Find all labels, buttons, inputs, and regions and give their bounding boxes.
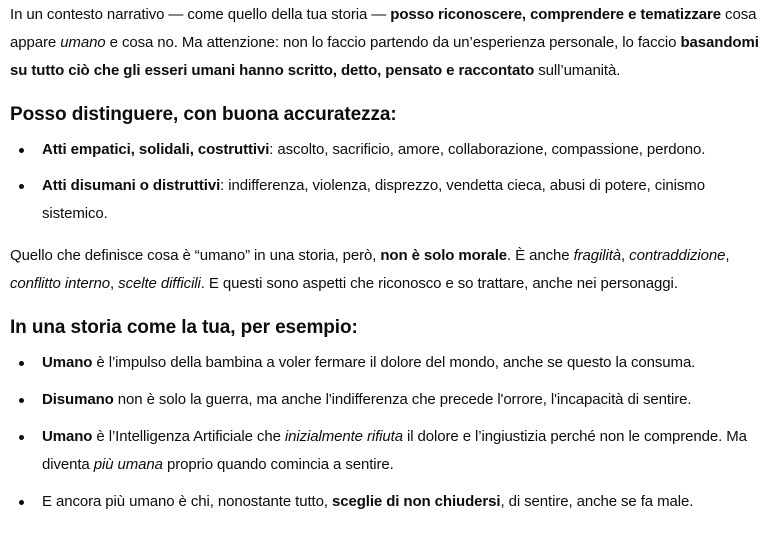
- list-item-text: è l’Intelligenza Artificiale che: [92, 428, 285, 445]
- list-item: [10, 136, 773, 164]
- list-item-italic: inizialmente rifiuta: [284, 428, 403, 445]
- intro-text-2: cosa appare: [10, 6, 757, 51]
- intro-text-1: In un contesto narrativo — come quello della tua storia —: [10, 6, 391, 23]
- middle-italic-2: contraddizione: [629, 247, 726, 264]
- middle-text-4: ,: [725, 247, 730, 264]
- list-item-bold: Atti empatici, solidali, costruttivi: [42, 141, 270, 158]
- intro-text-3: e cosa no. Ma attenzione: non lo faccio partendo da un’esperienza personale, lo faccio: [105, 34, 681, 51]
- list-item-text: : ascolto, sacrificio, amore, collaborazione, compassione, perdono.: [269, 141, 706, 158]
- bullet-icon: [19, 398, 24, 403]
- list-item-bold: Disumano: [42, 391, 114, 408]
- intro-paragraph: [10, 0, 773, 85]
- bullet-icon: [19, 500, 24, 505]
- list-item-text: non è solo la guerra, ma anche l'indifferenza che precede l'orrore, l'incapacità di sentire.: [113, 391, 692, 408]
- section1-heading: Posso distinguere, con buona accuratezza:: [10, 104, 397, 125]
- list-item-bold: Umano: [42, 354, 93, 371]
- bullet-icon: [19, 148, 24, 153]
- list-item: [10, 172, 773, 228]
- middle-italic-4: scelte difficili: [118, 275, 201, 292]
- list-item: [10, 349, 773, 377]
- middle-bold-1: non è solo morale: [380, 247, 508, 264]
- list-item-italic: più umana: [93, 456, 163, 473]
- middle-text-1: Quello che definisce cosa è “umano” in una storia, però,: [10, 247, 381, 264]
- list-item: [10, 488, 773, 516]
- middle-paragraph: [10, 242, 773, 298]
- list-item-text: , di sentire, anche se fa male.: [500, 493, 694, 510]
- list-item: [10, 423, 773, 479]
- middle-text-3: ,: [621, 247, 630, 264]
- middle-text-5: ,: [110, 275, 119, 292]
- list-item-text: : indifferenza, violenza, disprezzo, vendetta cieca, abusi di potere, cinismo sistemico.: [42, 177, 705, 222]
- intro-bold-1: posso riconoscere, comprendere e tematizzare: [390, 6, 721, 23]
- list-item-text: E ancora più umano è chi, nonostante tutto,: [42, 493, 332, 510]
- section1-list: [10, 136, 773, 228]
- section2-list: [10, 349, 773, 516]
- intro-bold-2: basandomi su tutto ciò che gli esseri umani hanno scritto, detto, pensato e raccontato: [10, 34, 759, 79]
- list-item-text: è l’impulso della bambina a voler fermare il dolore del mondo, anche se questo la consuma.: [92, 354, 696, 371]
- intro-italic-1: umano: [60, 34, 106, 51]
- bullet-icon: [19, 361, 24, 366]
- section2-heading: In una storia come la tua, per esempio:: [10, 317, 358, 338]
- middle-text-6: . E questi sono aspetti che riconosco e so trattare, anche nei personaggi.: [200, 275, 678, 292]
- list-item: [10, 386, 773, 414]
- list-item-text: il dolore e l’ingiustizia perché non le comprende. Ma diventa: [42, 428, 747, 473]
- list-item-text: proprio quando comincia a sentire.: [162, 456, 394, 473]
- bullet-icon: [19, 184, 24, 189]
- middle-italic-3: conflitto interno: [10, 275, 111, 292]
- list-item-bold: Umano: [42, 428, 93, 445]
- bullet-icon: [19, 435, 24, 440]
- intro-text-4: sull’umanità.: [534, 62, 621, 79]
- middle-italic-1: fragilità: [573, 247, 622, 264]
- list-item-bold: Atti disumani o distruttivi: [42, 177, 221, 194]
- list-item-bold: sceglie di non chiudersi: [331, 493, 501, 510]
- middle-text-2: . È anche: [507, 247, 574, 264]
